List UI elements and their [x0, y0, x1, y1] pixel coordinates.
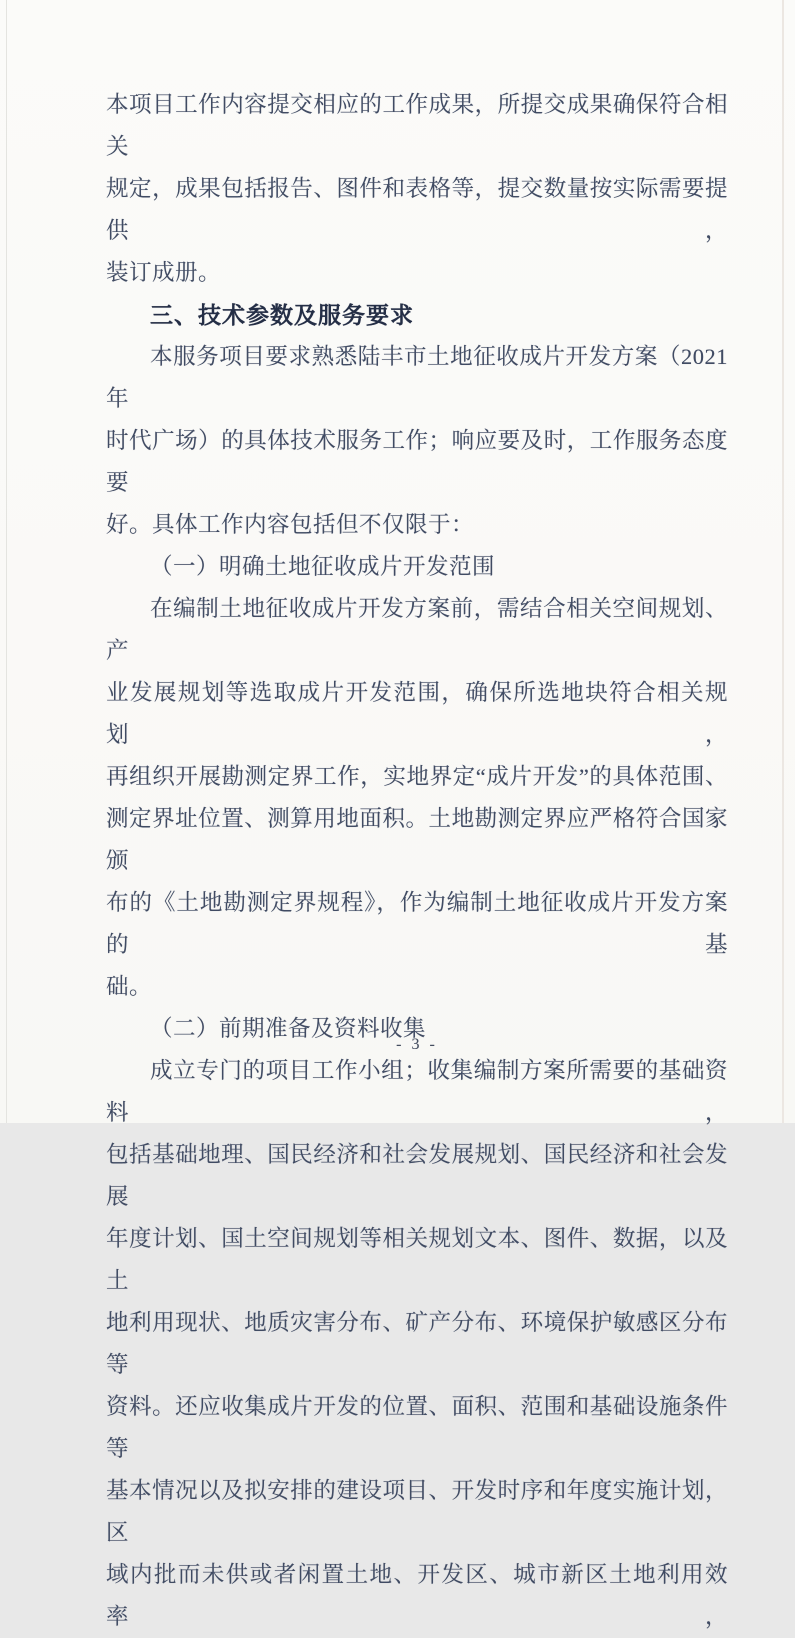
paragraph [106, 84, 728, 294]
text-line: （二）前期准备及资料收集 [150, 1016, 427, 1041]
document-content [106, 84, 728, 1638]
paragraph [106, 336, 728, 546]
scan-edge-left-line [6, 0, 7, 1123]
text-line: 在编制土地征收成片开发方案前，需结合相关空间规划、产 [106, 596, 728, 663]
page-number: - 3 - [396, 1036, 438, 1053]
text-line: 布的《土地勘测定界规程》，作为编制土地征收成片开发方案的基 [106, 890, 728, 957]
text-line: 域内批而未供或者闲置土地、开发区、城市新区土地利用效率， [106, 1562, 728, 1629]
text-line: 基本情况以及拟安排的建设项目、开发时序和年度实施计划，区 [106, 1478, 728, 1545]
text-line: 资料。还应收集成片开发的位置、面积、范围和基础设施条件等 [106, 1394, 728, 1461]
text-line: 业发展规划等选取成片开发范围，确保所选地块符合相关规划， [106, 680, 728, 747]
text-line: 成立专门的项目工作小组；收集编制方案所需要的基础资料， [106, 1058, 728, 1125]
text-line: 本服务项目要求熟悉陆丰市土地征收成片开发方案（2021 年 [106, 344, 728, 411]
text-line: 础。 [106, 974, 153, 999]
text-line: 包括基础地理、国民经济和社会发展规划、国民经济和社会发展 [106, 1142, 728, 1209]
text-line: 装订成册。 [106, 260, 222, 285]
text-line: 再组织开展勘测定界工作，实地界定“成片开发”的具体范围、 [106, 764, 728, 789]
text-line: 好。具体工作内容包括但不仅限于： [106, 512, 475, 537]
text-line: 年度计划、国土空间规划等相关规划文本、图件、数据，以及土 [106, 1226, 728, 1293]
text-line: 地利用现状、地质灾害分布、矿产分布、环境保护敏感区分布等 [106, 1310, 728, 1377]
text-line: 本项目工作内容提交相应的工作成果，所提交成果确保符合相关 [106, 92, 728, 159]
scan-edge-right-line [782, 0, 784, 1123]
paragraph [106, 1050, 728, 1638]
text-line: 规定，成果包括报告、图件和表格等，提交数量按实际需要提供， [106, 176, 728, 243]
text-line: 三、技术参数及服务要求 [150, 302, 414, 328]
paragraph [106, 588, 728, 1008]
section-heading [106, 294, 728, 336]
text-line: （一）明确土地征收成片开发范围 [150, 554, 496, 579]
text-line: 测定界址位置、测算用地面积。土地勘测定界应严格符合国家颁 [106, 806, 728, 873]
text-line: 时代广场）的具体技术服务工作；响应要及时，工作服务态度要 [106, 428, 728, 495]
sub-heading [106, 546, 728, 588]
